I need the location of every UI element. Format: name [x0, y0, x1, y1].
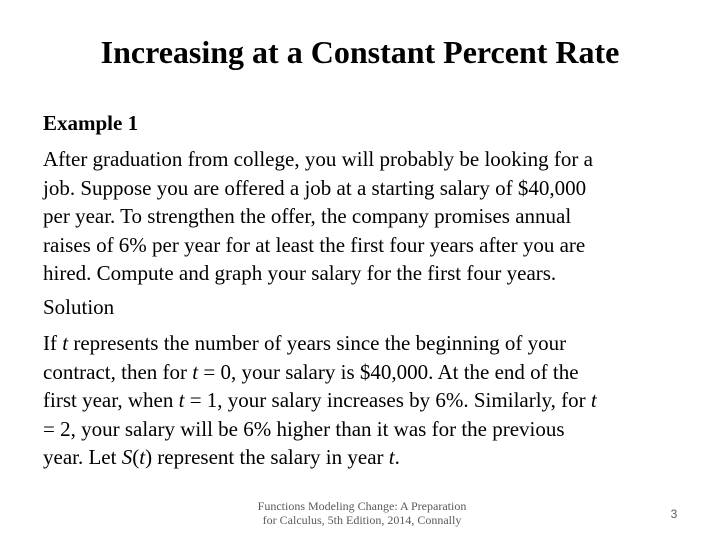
variable-t: t	[178, 388, 185, 412]
footer-line: Functions Modeling Change: A Preparation	[257, 499, 467, 513]
problem-line: After graduation from college, you will probably be looking for a	[43, 147, 593, 171]
page-number: 3	[670, 507, 678, 521]
solution-text	[43, 329, 683, 472]
variable-t: t	[62, 331, 69, 355]
text-run: = 1, your salary increases by 6%. Similarly, for	[184, 388, 591, 412]
slide-title: Increasing at a Constant Percent Rate	[100, 34, 620, 70]
text-run: first year, when	[43, 388, 179, 412]
slide-footer	[232, 499, 492, 527]
problem-line: hired. Compute and graph your salary for the first four years.	[43, 261, 557, 285]
example-heading: Example 1	[43, 111, 139, 135]
solution-line	[43, 386, 683, 415]
variable-S: S	[121, 445, 133, 469]
footer-line: for Calculus, 5th Edition, 2014, Connally	[262, 513, 462, 527]
problem-line: raises of 6% per year for at least the first four years after you are	[43, 232, 586, 257]
problem-line: per year. To strengthen the offer, the company promises annual	[43, 204, 572, 228]
text-run: = 2, your salary will be 6% higher than it was for the previous	[43, 416, 565, 441]
variable-t: t	[139, 445, 146, 469]
text-run: ) represent the salary in year	[145, 445, 389, 469]
solution-line	[43, 329, 683, 358]
solution-heading: Solution	[43, 295, 115, 319]
text-run: .	[394, 445, 400, 469]
text-run: represents the number of years since the beginning of your	[68, 331, 567, 355]
problem-text	[43, 145, 683, 288]
text-run: (	[132, 445, 140, 469]
text-run: = 0, your salary is $40,000. At the end of the	[198, 359, 579, 384]
text-run: year. Let	[43, 445, 122, 469]
text-run: If	[43, 331, 63, 355]
variable-t: t	[590, 388, 597, 412]
variable-t: t	[388, 445, 395, 469]
text-run: contract, then for	[43, 359, 193, 384]
variable-t: t	[192, 359, 199, 384]
solution-line	[43, 443, 683, 472]
solution-line	[43, 358, 683, 387]
solution-line	[43, 415, 683, 444]
problem-line: job. Suppose you are offered a job at a starting salary of $40,000	[43, 175, 587, 200]
